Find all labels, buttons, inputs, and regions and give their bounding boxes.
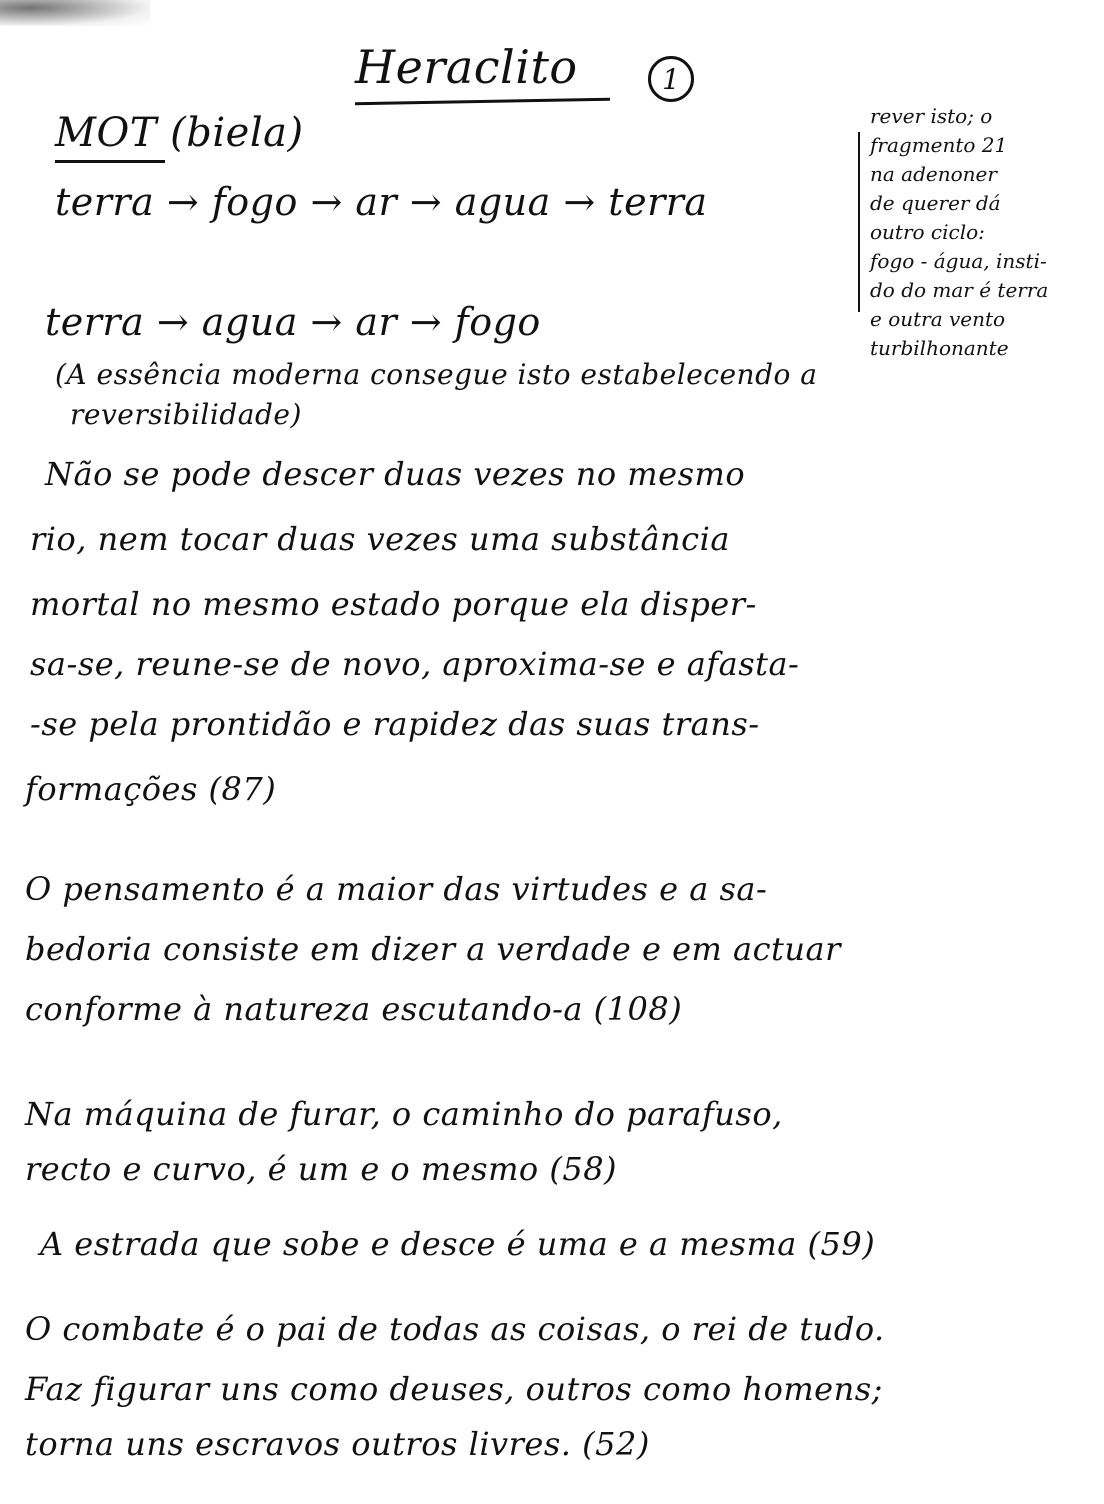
scan-shadow: [0, 0, 150, 26]
section-heading: MOT (biela): [55, 110, 304, 156]
paragraph-5-line: O combate é o pai de todas as coisas, o rei de tudo.: [25, 1310, 885, 1348]
paragraph-2-line: conforme à natureza escutando-a (108): [25, 990, 683, 1028]
paragraph-1-line: mortal no mesmo estado porque ela disper-: [30, 585, 757, 623]
margin-note-line: na adenoner: [870, 162, 997, 186]
paragraph-1-line: sa-se, reune-se de novo, aproxima-se e afasta-: [30, 645, 800, 683]
heading-underline: [55, 160, 165, 163]
paragraph-2-line: O pensamento é a maior das virtudes e a sa-: [25, 870, 768, 908]
margin-note-line: turbilhonante: [870, 336, 1009, 360]
paragraph-2-line: bedoria consiste em dizer a verdade e em actuar: [25, 930, 841, 968]
margin-note-line: fogo - água, insti-: [870, 249, 1047, 273]
margin-note-line: rever isto; o: [870, 104, 993, 128]
paragraph-5-line: Faz figurar uns como deuses, outros como homens;: [25, 1370, 883, 1408]
brace-mark: [858, 132, 860, 312]
margin-note-line: fragmento 21: [870, 133, 1008, 157]
sequence-line-1: terra → fogo → ar → agua → terra: [55, 180, 708, 224]
margin-note: [870, 102, 1048, 363]
margin-note-line: do do mar é terra: [870, 278, 1049, 302]
sequence-note-line-1: (A essência moderna consegue isto estabelecendo a: [55, 358, 818, 391]
paragraph-4-line: A estrada que sobe e desce é uma e a mesma (59): [40, 1225, 876, 1263]
page-title: Heraclito: [355, 40, 578, 94]
paragraph-3-line: recto e curvo, é um e o mesmo (58): [25, 1150, 618, 1188]
sequence-line-2: terra → agua → ar → fogo: [45, 300, 541, 344]
page-number: 1: [648, 56, 694, 102]
sequence-note-line-2: reversibilidade): [70, 398, 302, 431]
paragraph-1-line: formações (87): [25, 770, 277, 808]
margin-note-line: de querer dá: [870, 191, 1001, 215]
paragraph-1-line: Não se pode descer duas vezes no mesmo: [45, 455, 746, 493]
paragraph-5-line: torna uns escravos outros livres. (52): [25, 1425, 650, 1463]
margin-note-line: e outra vento: [870, 307, 1006, 331]
paragraph-1-line: -se pela prontidão e rapidez das suas trans-: [30, 705, 760, 743]
paragraph-1-line: rio, nem tocar duas vezes uma substância: [30, 520, 730, 558]
paragraph-3-line: Na máquina de furar, o caminho do parafuso,: [25, 1095, 783, 1133]
margin-note-line: outro ciclo:: [870, 220, 985, 244]
title-underline: [355, 98, 610, 105]
